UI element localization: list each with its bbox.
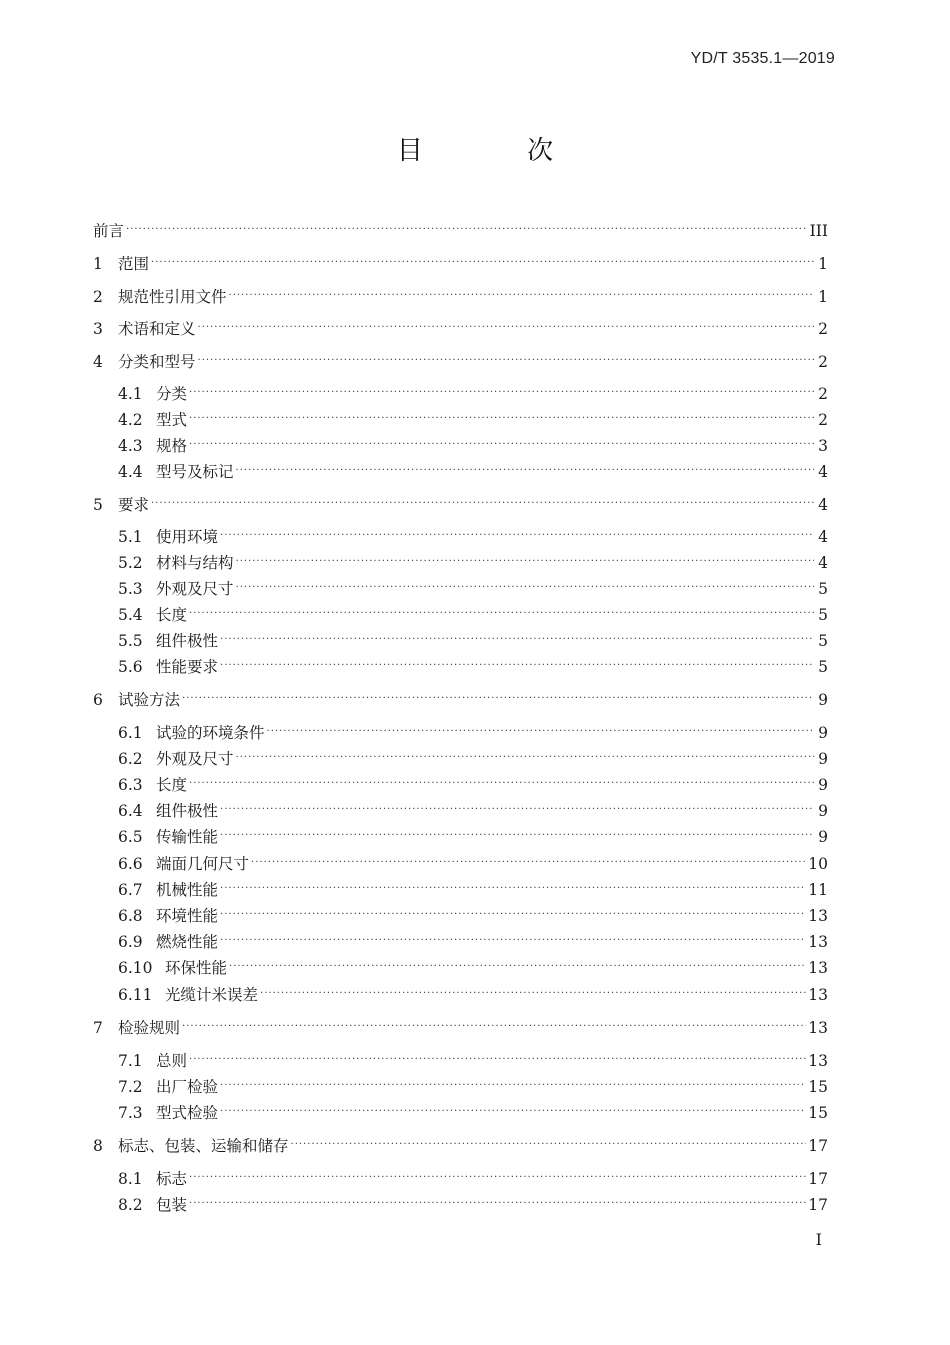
toc-leader-dots — [220, 873, 806, 895]
toc-number: 8.1 — [118, 1170, 143, 1188]
toc-label: 环境性能 — [156, 907, 219, 925]
toc-leader-dots — [182, 683, 814, 705]
toc-leader-dots — [189, 1044, 806, 1066]
toc-page-number: 4 — [818, 496, 828, 514]
toc-number: 6.9 — [118, 933, 143, 951]
toc-entry[interactable] — [93, 455, 828, 481]
toc-number: 3 — [93, 320, 103, 338]
toc-entry[interactable] — [93, 345, 828, 371]
toc-page-number: 3 — [818, 437, 828, 455]
toc-number: 4.4 — [118, 463, 143, 481]
toc-label: 总则 — [156, 1052, 188, 1070]
toc-number: 4.3 — [118, 437, 143, 455]
toc-label: 外观及尺寸 — [156, 580, 234, 598]
toc-entry[interactable] — [93, 978, 828, 1004]
toc-page-number: 9 — [818, 750, 828, 768]
toc-number: 8.2 — [118, 1196, 143, 1214]
toc-label: 规格 — [156, 437, 188, 455]
toc-label: 型式检验 — [156, 1104, 219, 1122]
toc-label: 分类和型号 — [118, 353, 196, 371]
toc-page-number: 17 — [808, 1137, 828, 1155]
toc-label: 标志 — [156, 1170, 188, 1188]
toc-entry[interactable] — [93, 951, 828, 977]
toc-number: 6.10 — [118, 959, 153, 977]
toc-page-number: 5 — [818, 658, 828, 676]
toc-leader-dots — [126, 214, 808, 236]
toc-entry[interactable] — [93, 403, 828, 429]
toc-entry[interactable] — [93, 899, 828, 925]
toc-number: 5.2 — [118, 554, 143, 572]
toc-number: 5.4 — [118, 606, 143, 624]
toc-number: 7.2 — [118, 1078, 143, 1096]
toc-label: 范围 — [118, 255, 150, 273]
toc-leader-dots — [198, 345, 814, 367]
toc-label: 包装 — [156, 1196, 188, 1214]
toc-page-number: 13 — [808, 959, 828, 977]
toc-label: 材料与结构 — [156, 554, 234, 572]
toc-label: 环保性能 — [165, 959, 228, 977]
toc-label: 使用环境 — [156, 528, 219, 546]
toc-page-number: 2 — [818, 385, 828, 403]
toc-page-number: 17 — [808, 1170, 828, 1188]
toc-leader-dots — [236, 455, 814, 477]
toc-leader-dots — [189, 1188, 806, 1210]
toc-entry[interactable] — [93, 1162, 828, 1188]
toc-leader-dots — [182, 1011, 806, 1033]
header-doc-code: YD/T 3535.1—2019 — [690, 50, 835, 67]
toc-entry[interactable] — [93, 873, 828, 899]
toc-label: 检验规则 — [118, 1019, 181, 1037]
toc-entry[interactable] — [93, 488, 828, 514]
toc-leader-dots — [267, 716, 814, 738]
toc-leader-dots — [236, 572, 814, 594]
toc-entry[interactable] — [93, 247, 828, 273]
toc-entry[interactable] — [93, 280, 828, 306]
toc-label: 性能要求 — [156, 658, 219, 676]
toc-leader-dots — [189, 429, 814, 451]
toc-number: 6 — [93, 691, 103, 709]
toc-label: 长度 — [156, 606, 188, 624]
toc-entry[interactable] — [93, 716, 828, 742]
toc-entry[interactable] — [93, 1011, 828, 1037]
toc-label: 型号及标记 — [156, 463, 234, 481]
toc-page-number: 9 — [818, 691, 828, 709]
toc-label: 机械性能 — [156, 881, 219, 899]
toc-page-number: 5 — [818, 580, 828, 598]
toc-number: 4.1 — [118, 385, 143, 403]
toc-label: 术语和定义 — [118, 320, 196, 338]
toc-label: 长度 — [156, 776, 188, 794]
toc-entry[interactable] — [93, 429, 828, 455]
toc-number: 5.3 — [118, 580, 143, 598]
toc-label: 组件极性 — [156, 802, 219, 820]
toc-number: 6.11 — [118, 986, 153, 1004]
toc-page-number: 15 — [808, 1078, 828, 1096]
toc-entry[interactable] — [93, 1070, 828, 1096]
toc-page-number: 4 — [818, 463, 828, 481]
toc-entry[interactable] — [93, 1096, 828, 1122]
toc-entry[interactable] — [93, 925, 828, 951]
toc-label: 燃烧性能 — [156, 933, 219, 951]
toc-number: 6.7 — [118, 881, 143, 899]
toc-leader-dots — [189, 403, 814, 425]
toc-leader-dots — [236, 742, 814, 764]
toc-entry[interactable] — [93, 598, 828, 624]
toc-number: 5 — [93, 496, 103, 514]
toc-leader-dots — [151, 247, 814, 269]
toc-entry[interactable] — [93, 624, 828, 650]
toc-entry[interactable] — [93, 1044, 828, 1070]
toc-label: 组件极性 — [156, 632, 219, 650]
toc-page-number: 17 — [808, 1196, 828, 1214]
toc-leader-dots — [260, 978, 806, 1000]
toc-entry[interactable] — [93, 546, 828, 572]
toc-label: 规范性引用文件 — [118, 288, 227, 306]
toc-page-number: 9 — [818, 776, 828, 794]
toc-page-number: 15 — [808, 1104, 828, 1122]
toc-leader-dots — [198, 312, 814, 334]
toc-number: 6.8 — [118, 907, 143, 925]
toc-entry[interactable] — [93, 683, 828, 709]
toc-entry[interactable] — [93, 312, 828, 338]
toc-page-number: 13 — [808, 986, 828, 1004]
toc-page-number: 5 — [818, 632, 828, 650]
toc-page-number: 13 — [808, 1019, 828, 1037]
toc-leader-dots — [189, 768, 814, 790]
toc-label: 标志、包装、运输和储存 — [118, 1137, 289, 1155]
toc-leader-dots — [220, 520, 814, 542]
toc-number: 6.2 — [118, 750, 143, 768]
toc-page-number: 11 — [808, 881, 828, 899]
toc-entry[interactable] — [93, 520, 828, 546]
toc-label: 端面几何尺寸 — [156, 855, 250, 873]
toc-page-number: 13 — [808, 907, 828, 925]
footer-page-number: I — [815, 1230, 822, 1249]
toc-page-number: 1 — [818, 288, 828, 306]
toc-leader-dots — [189, 1162, 806, 1184]
toc-entry[interactable] — [93, 1129, 828, 1155]
toc-number: 5.1 — [118, 528, 143, 546]
page-title: 目 次 — [396, 136, 602, 166]
toc-page-number: 5 — [818, 606, 828, 624]
toc-entry[interactable] — [93, 794, 828, 820]
toc-entry[interactable] — [93, 377, 828, 403]
toc-page-number: 13 — [808, 933, 828, 951]
toc-number: 7 — [93, 1019, 103, 1037]
toc-entry[interactable] — [93, 742, 828, 768]
toc-number: 6.1 — [118, 724, 143, 742]
toc-page-number: 9 — [818, 802, 828, 820]
toc-leader-dots — [220, 899, 806, 921]
toc-page-number: 4 — [818, 554, 828, 572]
toc-leader-dots — [220, 650, 814, 672]
toc-label: 光缆计米误差 — [165, 986, 259, 1004]
toc-page-number: 4 — [818, 528, 828, 546]
toc-leader-dots — [229, 280, 814, 302]
toc-leader-dots — [220, 794, 814, 816]
toc-label: 前言 — [93, 222, 125, 240]
toc-leader-dots — [220, 925, 806, 947]
toc-number: 1 — [93, 255, 103, 273]
toc-number: 6.4 — [118, 802, 143, 820]
toc-leader-dots — [291, 1129, 807, 1151]
toc-page-number: 2 — [818, 320, 828, 338]
toc-label: 传输性能 — [156, 828, 219, 846]
toc-page-number: 1 — [818, 255, 828, 273]
toc-leader-dots — [229, 951, 806, 973]
toc-page-number: 2 — [818, 411, 828, 429]
toc-label: 试验方法 — [118, 691, 181, 709]
toc-entry[interactable] — [93, 214, 828, 240]
toc-entry[interactable] — [93, 572, 828, 598]
toc-entry[interactable] — [93, 820, 828, 846]
toc-number: 6.5 — [118, 828, 143, 846]
toc-number: 7.1 — [118, 1052, 143, 1070]
toc-page-number: III — [809, 222, 828, 240]
toc-label: 要求 — [118, 496, 150, 514]
toc-number: 5.5 — [118, 632, 143, 650]
toc-label: 分类 — [156, 385, 188, 403]
toc-leader-dots — [189, 598, 814, 620]
toc-page-number: 13 — [808, 1052, 828, 1070]
toc-leader-dots — [251, 847, 806, 869]
toc-label: 出厂检验 — [156, 1078, 219, 1096]
toc-number: 5.6 — [118, 658, 143, 676]
toc-number: 6.6 — [118, 855, 143, 873]
toc-entry[interactable] — [93, 768, 828, 794]
toc-leader-dots — [220, 1096, 806, 1118]
toc-label: 试验的环境条件 — [156, 724, 265, 742]
toc-leader-dots — [151, 488, 814, 510]
toc-number: 4 — [93, 353, 103, 371]
toc-number: 8 — [93, 1137, 103, 1155]
toc-number: 6.3 — [118, 776, 143, 794]
toc-label: 外观及尺寸 — [156, 750, 234, 768]
toc-page-number: 9 — [818, 724, 828, 742]
toc-number: 7.3 — [118, 1104, 143, 1122]
toc-page-number: 9 — [818, 828, 828, 846]
toc-number: 2 — [93, 288, 103, 306]
toc-entry[interactable] — [93, 847, 828, 873]
toc-page-number: 10 — [808, 855, 828, 873]
toc-leader-dots — [189, 377, 814, 399]
toc-number: 4.2 — [118, 411, 143, 429]
toc-page-number: 2 — [818, 353, 828, 371]
toc-leader-dots — [220, 1070, 806, 1092]
toc-leader-dots — [236, 546, 814, 568]
toc-leader-dots — [220, 624, 814, 646]
toc-label: 型式 — [156, 411, 188, 429]
toc-entry[interactable] — [93, 650, 828, 676]
toc-leader-dots — [220, 820, 814, 842]
toc-entry[interactable] — [93, 1188, 828, 1214]
